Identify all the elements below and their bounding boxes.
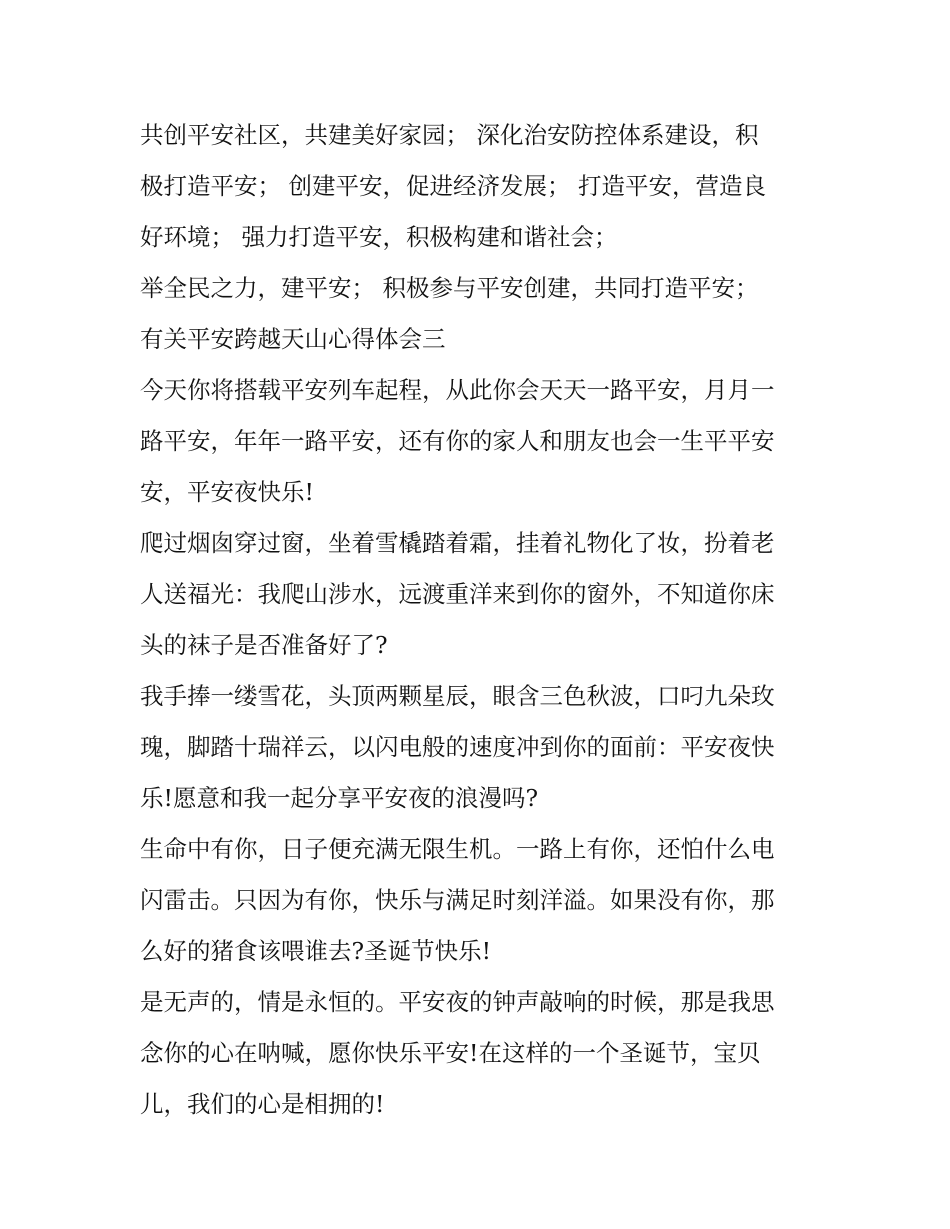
text-line: 好环境； 强力打造平安，积极构建和谐社会；	[140, 223, 618, 251]
text-line: 是无声的，情是永恒的。平安夜的钟声敲响的时候，那是我思	[140, 988, 775, 1016]
text-line: 头的袜子是否准备好了?	[140, 631, 388, 659]
text-line: 么好的猪食该喂谁去?圣诞节快乐!	[140, 937, 492, 965]
text-line: 安，平安夜快乐!	[140, 478, 314, 506]
document-body	[140, 110, 820, 1130]
text-line: 我手捧一缕雪花，头顶两颗星辰，眼含三色秋波，口叼九朵玫	[140, 682, 775, 710]
section-heading: 有关平安跨越天山心得体会三	[140, 325, 446, 353]
text-line: 爬过烟囱穿过窗，坐着雪橇踏着霜，挂着礼物化了妆，扮着老	[140, 529, 775, 557]
text-line: 人送福光：我爬山涉水，远渡重洋来到你的窗外，不知道你床	[140, 580, 775, 608]
text-line: 今天你将搭载平安列车起程，从此你会天天一路平安，月月一	[140, 376, 775, 404]
text-line: 生命中有你，日子便充满无限生机。一路上有你，还怕什么电	[140, 835, 775, 863]
text-line: 极打造平安； 创建平安，促进经济发展； 打造平安，营造良	[140, 172, 766, 200]
text-line: 闪雷击。只因为有你，快乐与满足时刻洋溢。如果没有你，那	[140, 886, 775, 914]
text-line: 路平安，年年一路平安，还有你的家人和朋友也会一生平平安	[140, 427, 775, 455]
text-line: 念你的心在呐喊，愿你快乐平安!在这样的一个圣诞节，宝贝	[140, 1039, 761, 1067]
text-line: 乐!愿意和我一起分享平安夜的浪漫吗?	[140, 784, 539, 812]
text-line: 共创平安社区，共建美好家园； 深化治安防控体系建设，积	[140, 121, 759, 149]
text-line: 瑰，脚踏十瑞祥云，以闪电般的速度冲到你的面前：平安夜快	[140, 733, 775, 761]
text-line: 儿，我们的心是相拥的!	[140, 1090, 385, 1118]
text-line: 举全民之力，建平安； 积极参与平安创建，共同打造平安；	[140, 274, 759, 302]
